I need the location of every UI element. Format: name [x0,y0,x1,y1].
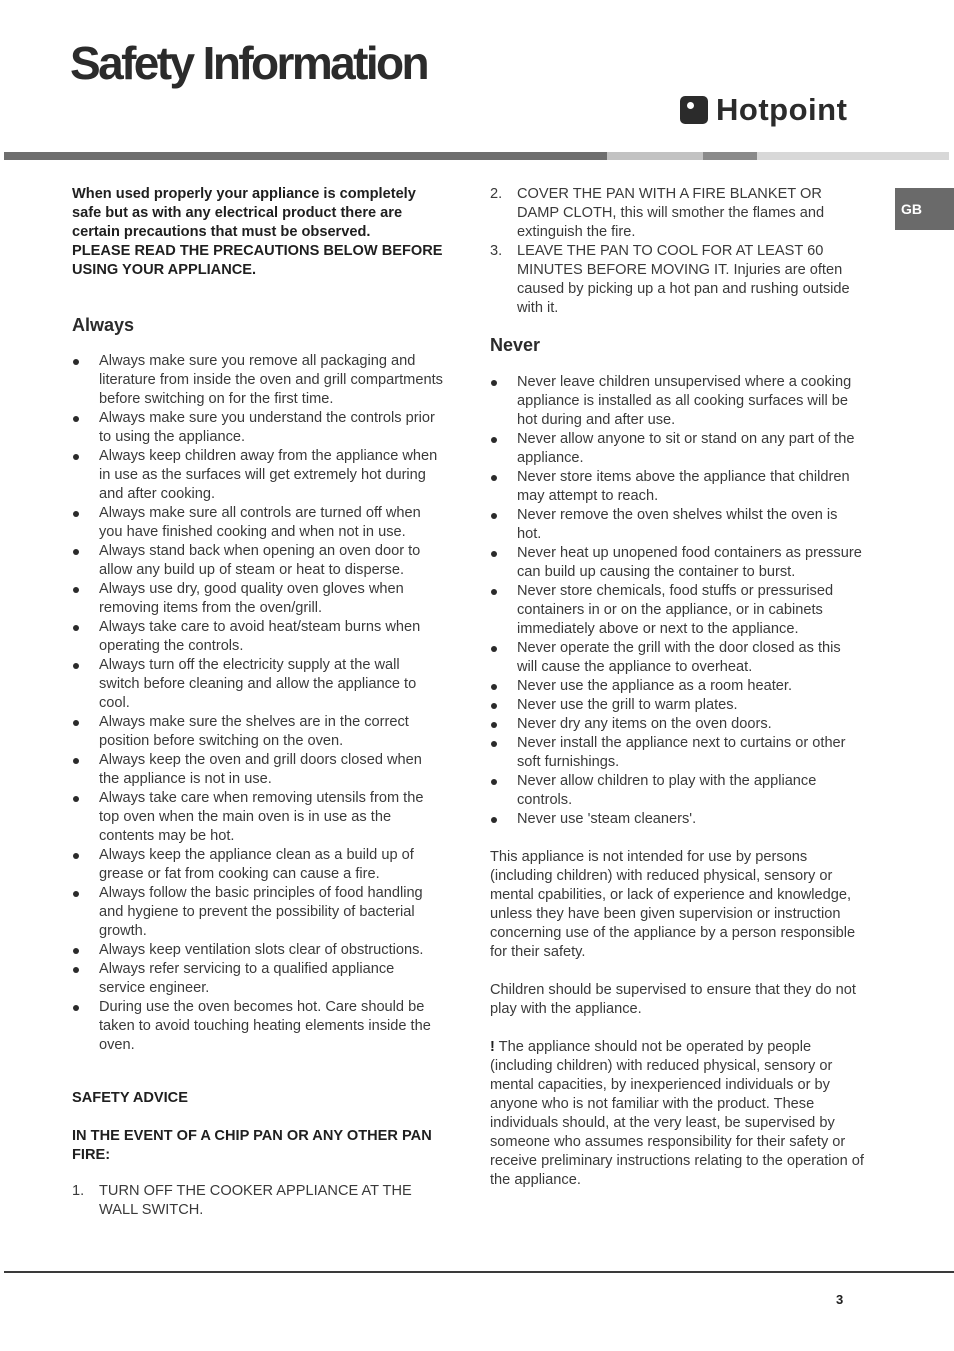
list-item: Never use the grill to warm plates. [490,696,864,715]
list-item: Never allow children to play with the appliance controls. [490,772,864,810]
list-item: Always stand back when opening an oven door to allow any build up of steam or heat to disperse. [72,542,444,580]
hotpoint-logo-icon [680,96,708,124]
capabilities-note: This appliance is not intended for use by persons (including children) with reduced physical, sensory or mental cpabilities, or lack of experience and knowledge, unless they have been given supervision or instruction concerning use of the appliance by a person responsible for their safety. [490,849,856,960]
step-number: 1. [72,1183,85,1199]
header-band-pale [757,152,949,160]
step-number: 3. [490,243,503,259]
warning-text: The appliance should not be operated by people (including children) with reduced physical, sensory or mental capacities, by inexperienced individuals or by anyone who is not familiar with the product. These individuals should, at the very least, be supervised by someone who assumes responsibility for their safety or receive preliminary instructions relating to the operation of the appliance. [490,1039,864,1188]
never-list [490,373,864,829]
list-item: Always make sure you understand the controls prior to using the appliance. [72,409,444,447]
intro-text [72,185,444,280]
page-number: 3 [836,1292,844,1307]
list-item: Never use the appliance as a room heater. [490,677,864,696]
intro-line: When used properly your appliance is completely safe but as with any electrical product there are certain precautions that must be observed. [72,186,416,240]
header-band-light [607,152,703,160]
step-text: LEAVE THE PAN TO COOL FOR AT LEAST 60 MINUTES BEFORE MOVING IT. Injuries are often caused by picking up a hot pan and rushing outside with it. [517,243,850,316]
list-item: Never dry any items on the oven doors. [490,715,864,734]
never-heading: Never [490,335,541,355]
list-item: Always make sure all controls are turned off when you have finished cooking and when not in use. [72,504,444,542]
list-item: Always refer servicing to a qualified appliance service engineer. [72,960,444,998]
pan-fire-heading: IN THE EVENT OF A CHIP PAN OR ANY OTHER PAN FIRE: [72,1128,432,1163]
list-item: Never store chemicals, food stuffs or pressurised containers in or on the appliance, or in cabinets immediately above or next to the appliance. [490,582,864,639]
list-item: Never allow anyone to sit or stand on any part of the appliance. [490,430,864,468]
intro-line: PLEASE READ THE PRECAUTIONS BELOW BEFORE USING YOUR APPLIANCE. [72,243,443,278]
step-text: COVER THE PAN WITH A FIRE BLANKET OR DAMP CLOTH, this will smother the flames and extinguish the fire. [517,186,825,240]
list-item: Always make sure the shelves are in the correct position before switching on the oven. [72,713,444,751]
list-item: Always turn off the electricity supply at the wall switch before cleaning and allow the appliance to cool. [72,656,444,713]
list-item: Never remove the oven shelves whilst the oven is hot. [490,506,864,544]
header-band-mid [703,152,757,160]
always-list [72,352,444,1055]
list-item: Always take care to avoid heat/steam burns when operating the controls. [72,618,444,656]
brand-name: Hotpoint [716,92,848,127]
step-item [490,185,864,242]
list-item: Always keep children away from the appliance when in use as the surfaces will get extremely hot during and after cooking. [72,447,444,504]
list-item: Always follow the basic principles of food handling and hygiene to prevent the possibility of bacterial growth. [72,884,444,941]
list-item: Always use dry, good quality oven gloves when removing items from the oven/grill. [72,580,444,618]
right-column [490,185,864,1190]
list-item: Never use 'steam cleaners'. [490,810,864,829]
always-heading: Always [72,315,135,335]
safety-advice-heading: SAFETY ADVICE [72,1090,188,1106]
header-band-dark [4,152,607,160]
warning-note [490,1038,864,1190]
page-title: Safety Information [70,37,428,89]
list-item: Never install the appliance next to curtains or other soft furnishings. [490,734,864,772]
step-item [490,242,864,318]
list-item: Always take care when removing utensils from the top oven when the main oven is in use as the contents may be hot. [72,789,444,846]
step-text: TURN OFF THE COOKER APPLIANCE AT THE WALL SWITCH. [99,1183,412,1218]
list-item: Always make sure you remove all packaging and literature from inside the oven and grill compartments before switching on for the first time. [72,352,444,409]
list-item: Always keep the appliance clean as a build up of grease or fat from cooking can cause a fire. [72,846,444,884]
step-number: 2. [490,186,503,202]
list-item: Never store items above the appliance that children may attempt to reach. [490,468,864,506]
list-item: During use the oven becomes hot. Care should be taken to avoid touching heating elements inside the oven. [72,998,444,1055]
language-tab: GB [895,188,954,230]
brand-logo [680,90,847,130]
step-item [72,1182,444,1220]
list-item: Always keep the oven and grill doors closed when the appliance is not in use. [72,751,444,789]
warning-icon: ! [490,1039,495,1055]
left-column [72,185,444,1220]
footer-rule [4,1271,954,1273]
list-item: Never heat up unopened food containers as pressure can build up causing the container to burst. [490,544,864,582]
pan-fire-steps-continued [490,185,864,318]
pan-fire-steps [72,1182,444,1220]
list-item: Always keep ventilation slots clear of obstructions. [72,941,444,960]
children-note: Children should be supervised to ensure that they do not play with the appliance. [490,982,856,1017]
list-item: Never operate the grill with the door closed as this will cause the appliance to overheat. [490,639,864,677]
list-item: Never leave children unsupervised where a cooking appliance is installed as all cooking surfaces will be hot during and after use. [490,373,864,430]
